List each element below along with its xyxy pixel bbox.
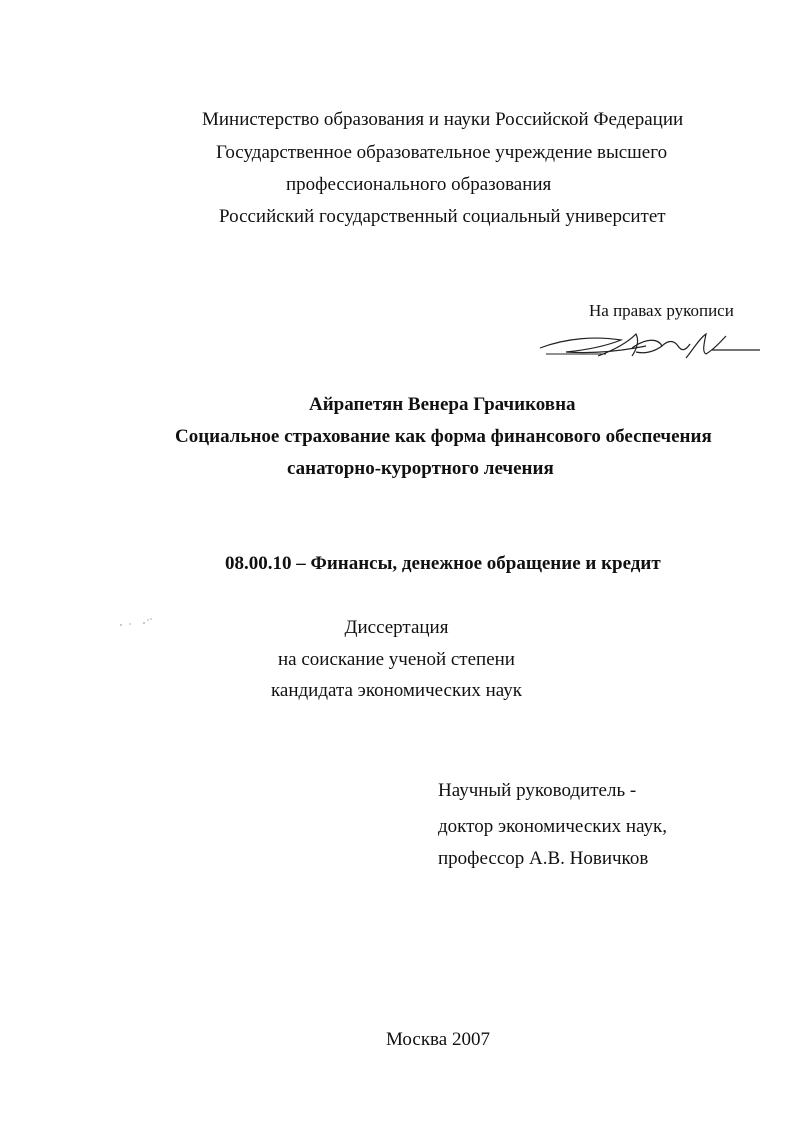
university-name: Российский государственный социальный университет — [219, 206, 666, 227]
institution-type: Государственное образовательное учреждение высшего — [216, 142, 668, 163]
author-name: Айрапетян Венера Грачиковна — [309, 394, 576, 415]
manuscript-note: На правах рукописи — [589, 301, 734, 320]
degree-line-2: на соискание ученой степени — [278, 649, 515, 670]
specialty-code: 08.00.10 – Финансы, денежное обращение и кредит — [225, 553, 661, 574]
supervisor-name: профессор А.В. Новичков — [438, 848, 649, 869]
city-year: Москва 2007 — [386, 1029, 490, 1050]
supervisor-degree: доктор экономических наук, — [438, 816, 668, 837]
dissertation-title-line-2: санаторно-курортного лечения — [287, 458, 554, 479]
signature-icon — [536, 328, 762, 362]
ministry-name: Министерство образования и науки Российской Федерации — [202, 109, 684, 130]
degree-line-1: Диссертация — [344, 617, 449, 638]
degree-line-3: кандидата экономических наук — [270, 680, 523, 701]
supervisor-role: Научный руководитель - — [438, 780, 637, 801]
dissertation-title-line-1: Социальное страхование как форма финансового обеспечения — [175, 426, 712, 447]
institution-type-continued: профессионального образования — [286, 174, 552, 195]
